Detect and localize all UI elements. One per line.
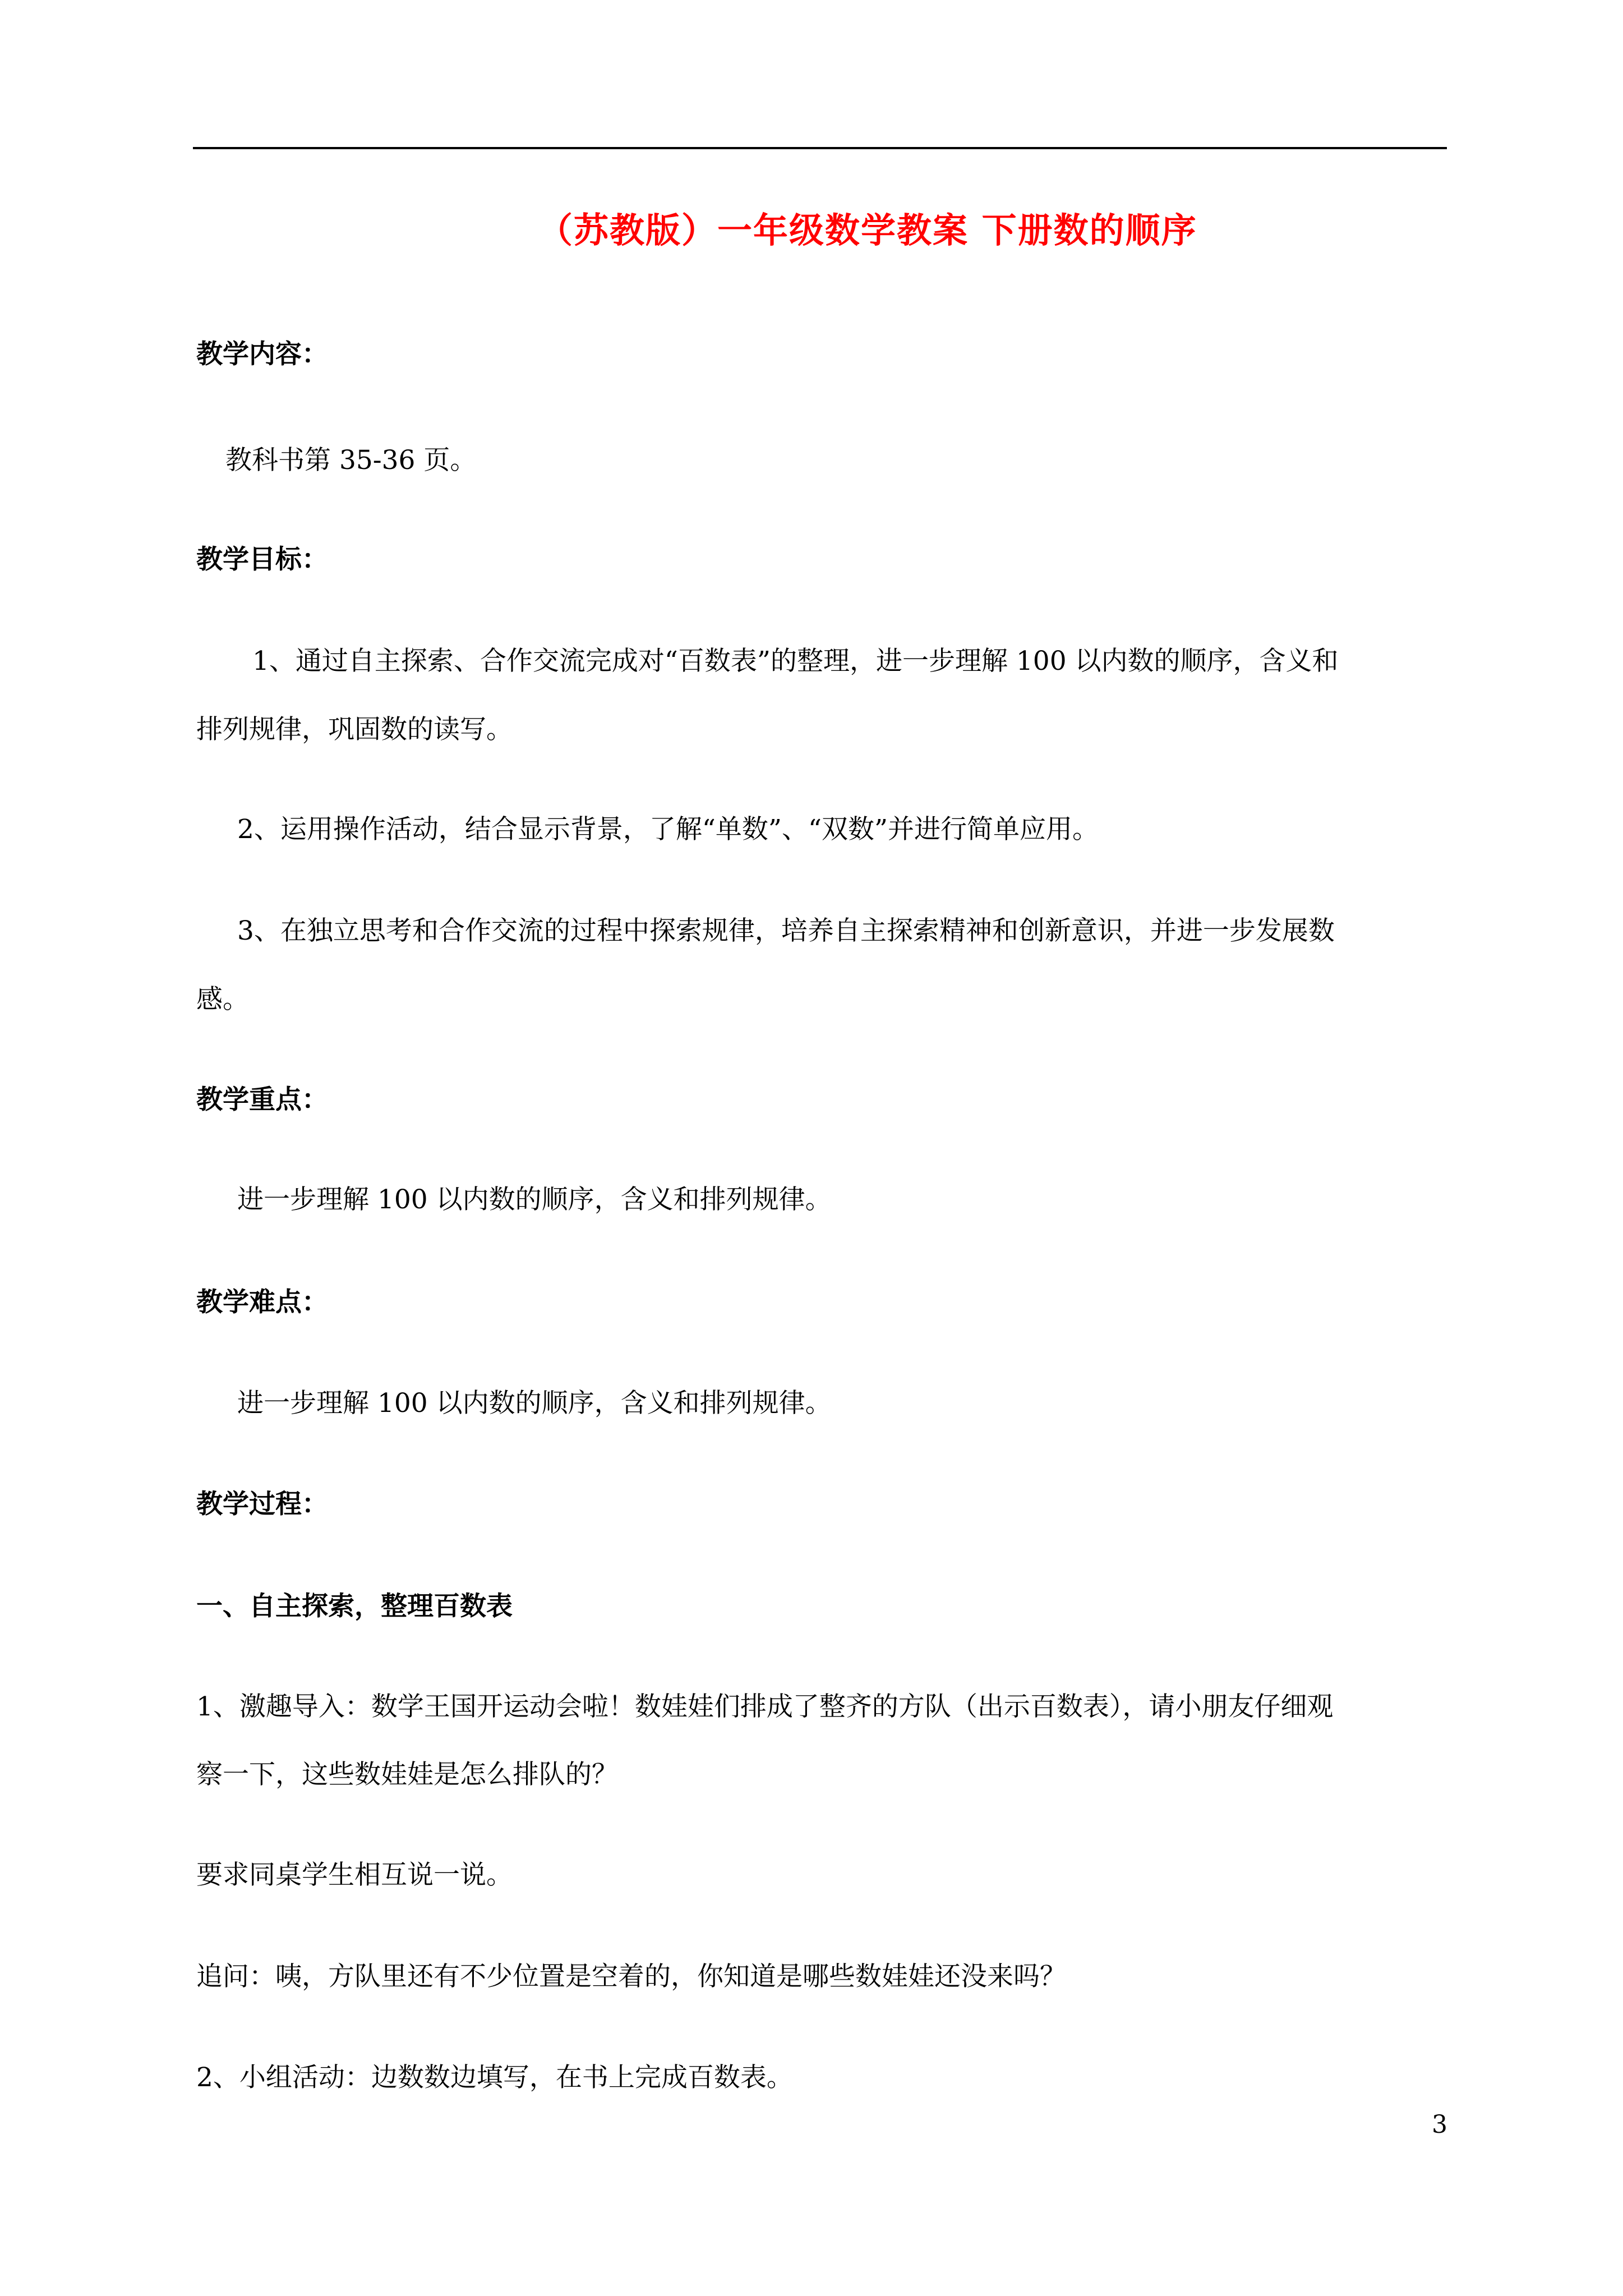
step-1-line-1: 1、激趣导入：数学王国开运动会啦！数娃娃们排成了整齐的方队（出示百数表），请小朋友仔细观	[196, 1691, 1334, 1722]
teaching-content-heading: 教学内容：	[196, 339, 328, 370]
document-title: （苏教版）一年级数学教案 下册数的顺序	[538, 210, 1197, 251]
teaching-process-heading: 教学过程：	[196, 1489, 328, 1520]
goal-1-line-2: 排列规律，巩固数的读写。	[196, 714, 513, 745]
step-1-line-2: 察一下，这些数娃娃是怎么排队的？	[196, 1759, 618, 1790]
key-points-text: 进一步理解 100 以内数的顺序，含义和排列规律。	[237, 1184, 832, 1215]
difficulty-heading: 教学难点：	[196, 1287, 328, 1318]
goal-3-line-2: 感。	[196, 984, 249, 1015]
teaching-content-text: 教科书第 35-36 页。	[225, 445, 477, 476]
goal-1-line-1: 1、通过自主探索、合作交流完成对“百数表”的整理，进一步理解 100 以内数的顺序，含义和	[252, 646, 1339, 677]
page-number: 3	[1432, 2110, 1447, 2139]
goal-2: 2、运用操作活动，结合显示背景，了解“单数”、“双数”并进行简单应用。	[237, 814, 1099, 845]
part-1-heading: 一、自主探索，整理百数表	[196, 1591, 513, 1622]
header-rule	[193, 147, 1447, 149]
step-1-question: 追问：咦，方队里还有不少位置是空着的，你知道是哪些数娃娃还没来吗？	[196, 1961, 1066, 1992]
step-2: 2、小组活动：边数数边填写，在书上完成百数表。	[196, 2062, 793, 2093]
step-1-followup: 要求同桌学生相互说一说。	[196, 1860, 513, 1890]
goal-3-line-1: 3、在独立思考和合作交流的过程中探索规律，培养自主探索精神和创新意识，并进一步发展数	[237, 915, 1335, 946]
teaching-goals-heading: 教学目标：	[196, 544, 328, 575]
key-points-heading: 教学重点：	[196, 1084, 328, 1115]
difficulty-text: 进一步理解 100 以内数的顺序，含义和排列规律。	[237, 1388, 832, 1419]
